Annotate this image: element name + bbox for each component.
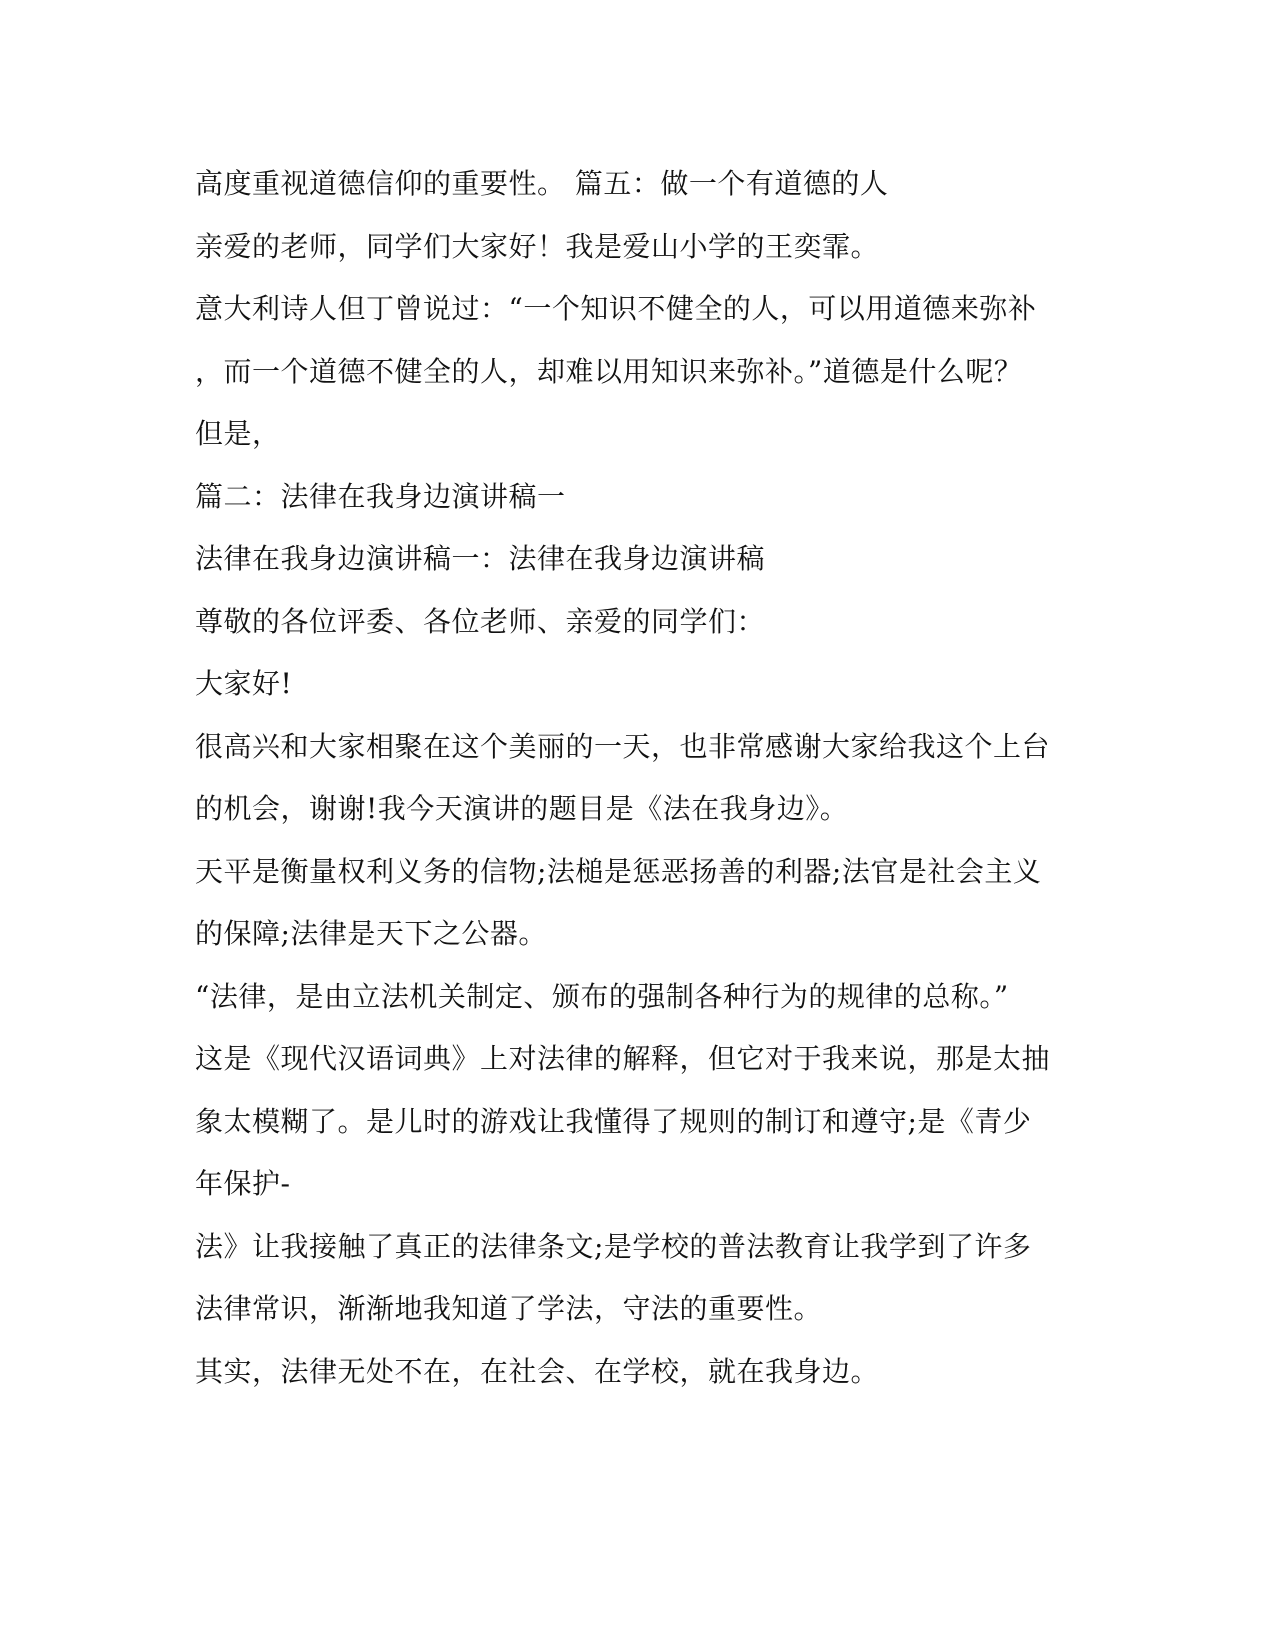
text-line: 高度重视道德信仰的重要性。 篇五：做一个有道德的人 [195,167,889,200]
text-line: 尊敬的各位评委、各位老师、亲爱的同学们： [195,605,766,638]
text-line: 大家好! [195,667,293,700]
text-line: 的保障;法律是天下之公器。 [195,917,547,950]
text-line: 象太模糊了。是儿时的游戏让我懂得了规则的制订和遵守;是《青少 [195,1105,1032,1138]
text-line: 亲爱的老师，同学们大家好！我是爱山小学的王奕霏。 [195,230,880,263]
text-line: 天平是衡量权利义务的信物;法槌是惩恶扬善的利器;法官是社会主义 [195,855,1042,888]
section-heading: 篇二：法律在我身边演讲稿一 [195,480,566,513]
text-line: 其实，法律无处不在，在社会、在学校，就在我身边。 [195,1355,880,1388]
text-line: 的机会，谢谢!我今天演讲的题目是《法在我身边》。 [195,792,849,825]
text-line: 很高兴和大家相聚在这个美丽的一天，也非常感谢大家给我这个上台 [195,730,1051,763]
text-line: ，而一个道德不健全的人，却难以用知识来弥补。”道德是什么呢？ [195,355,1023,388]
text-line: 但是， [195,417,281,450]
text-line: 年保护- [195,1167,291,1200]
text-line: 法律在我身边演讲稿一：法律在我身边演讲稿 [195,542,766,575]
text-line: 法律常识，渐渐地我知道了学法，守法的重要性。 [195,1292,823,1325]
text-line: 意大利诗人但丁曾说过：“一个知识不健全的人，可以用道德来弥补 [195,292,1037,325]
text-line: 这是《现代汉语词典》上对法律的解释，但它对于我来说，那是太抽 [195,1042,1051,1075]
text-line: “法律，是由立法机关制定、颁布的强制各种行为的规律的总称。” [195,980,1009,1013]
text-line: 法》让我接触了真正的法律条文;是学校的普法教育让我学到了许多 [195,1230,1032,1263]
